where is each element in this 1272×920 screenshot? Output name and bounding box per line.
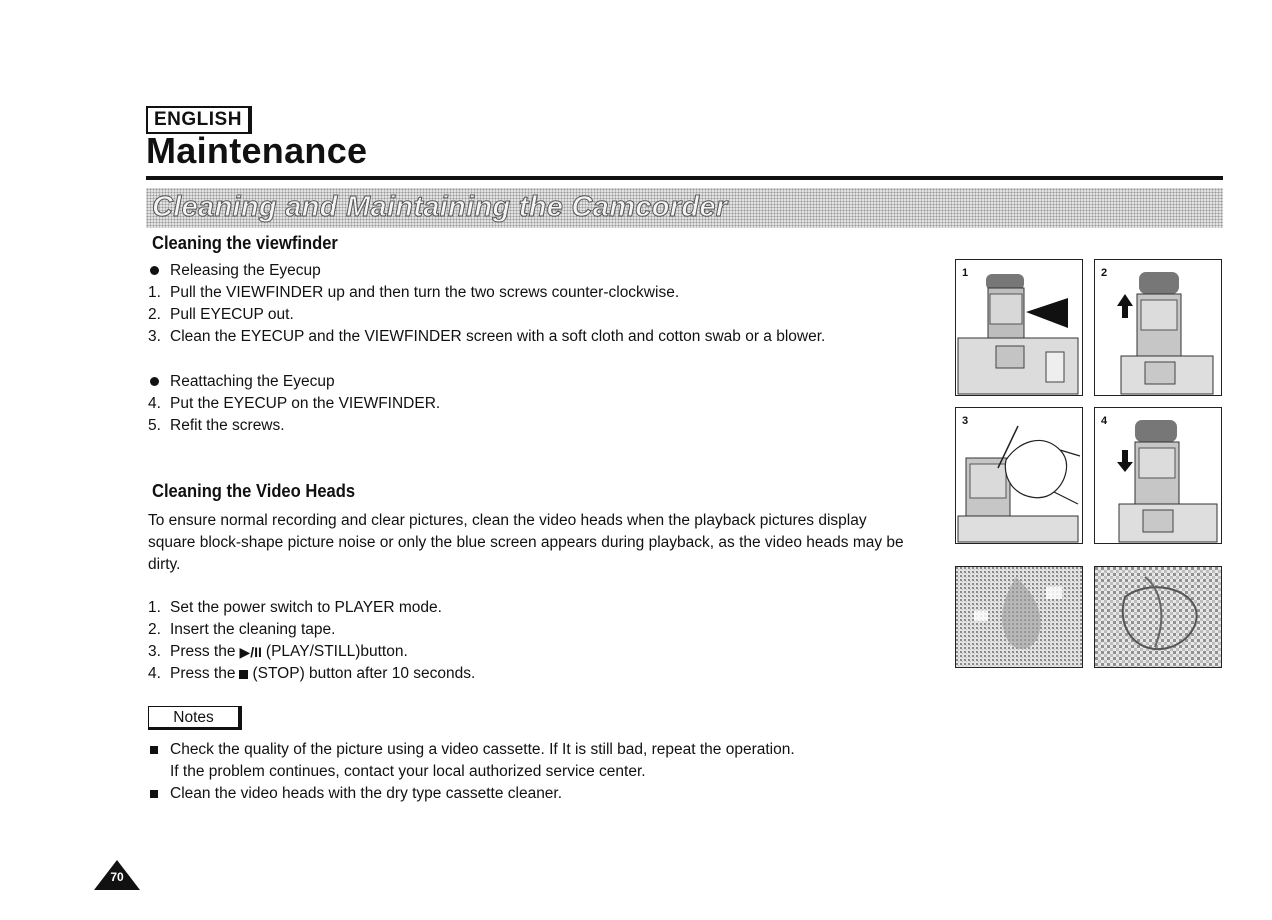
note-item bbox=[148, 739, 795, 761]
page-title: Maintenance bbox=[146, 130, 368, 171]
step-number: 3. bbox=[148, 643, 161, 660]
note-item bbox=[148, 783, 795, 805]
step-number: 1. bbox=[148, 284, 161, 301]
step-text: Set the power switch to PLAYER mode. bbox=[170, 599, 442, 616]
note-text: Check the quality of the picture using a video cassette. If It is still bad, repeat the operation. bbox=[170, 741, 795, 758]
viewfinder-illustration bbox=[1095, 260, 1222, 396]
reattaching-eyecup-label: Reattaching the Eyecup bbox=[170, 373, 335, 390]
step-text: Press the bbox=[170, 643, 236, 660]
bullet-square-icon bbox=[150, 746, 158, 754]
noise-screen-illustration bbox=[956, 567, 1083, 668]
video-heads-steps bbox=[148, 597, 475, 685]
reattach-instructions bbox=[148, 371, 440, 437]
step-text: (STOP) button after 10 seconds. bbox=[252, 665, 476, 682]
section-banner-title: Cleaning and Maintaining the Camcorder bbox=[152, 191, 728, 223]
noise-blocks-illustration bbox=[1095, 567, 1222, 668]
figure-3 bbox=[955, 407, 1083, 544]
step-text: Press the bbox=[170, 665, 236, 682]
step-item bbox=[148, 597, 475, 619]
step-item bbox=[148, 393, 440, 415]
figure-4 bbox=[1094, 407, 1222, 544]
step-text: Refit the screws. bbox=[170, 417, 285, 434]
section-banner bbox=[146, 188, 1223, 228]
figure-number: 1 bbox=[962, 267, 969, 279]
step-text: Clean the EYECUP and the VIEWFINDER screen with a soft cloth and cotton swab or a blower. bbox=[170, 328, 826, 345]
language-label: ENGLISH bbox=[146, 106, 252, 134]
figure-1 bbox=[955, 259, 1083, 396]
step-text: Pull EYECUP out. bbox=[170, 306, 294, 323]
notes-label: Notes bbox=[148, 706, 242, 730]
figure-noise-screen bbox=[955, 566, 1083, 668]
step-number: 3. bbox=[148, 328, 161, 345]
title-rule bbox=[146, 176, 1223, 180]
step-item bbox=[148, 663, 475, 685]
step-item bbox=[148, 619, 475, 641]
step-number: 2. bbox=[148, 621, 161, 638]
releasing-eyecup-label: Releasing the Eyecup bbox=[170, 262, 321, 279]
figure-number: 2 bbox=[1101, 267, 1108, 279]
video-heads-heading: Cleaning the Video Heads bbox=[152, 481, 356, 501]
step-number: 2. bbox=[148, 306, 161, 323]
viewfinder-heading: Cleaning the viewfinder bbox=[152, 233, 338, 253]
bullet-dot-icon bbox=[150, 266, 159, 275]
figure-2 bbox=[1094, 259, 1222, 396]
step-number: 4. bbox=[148, 395, 161, 412]
step-item bbox=[148, 641, 475, 663]
step-text: Put the EYECUP on the VIEWFINDER. bbox=[170, 395, 441, 412]
page-number: 70 bbox=[110, 870, 124, 884]
step-item bbox=[148, 415, 440, 437]
step-text: Insert the cleaning tape. bbox=[170, 621, 336, 638]
video-heads-description: To ensure normal recording and clear pictures, clean the video heads when the playback pictures display square block-shape picture noise or only the blue screen appears during playback, as the video heads may be dirty. bbox=[148, 512, 904, 573]
figure-noise-blocks bbox=[1094, 566, 1222, 668]
step-item bbox=[148, 326, 825, 348]
step-text: (PLAY/STILL)button. bbox=[265, 643, 408, 660]
step-text: Pull the VIEWFINDER up and then turn the two screws counter-clockwise. bbox=[170, 284, 680, 301]
viewfinder-illustration bbox=[1095, 408, 1222, 544]
stop-icon bbox=[239, 670, 248, 679]
reattaching-eyecup-item bbox=[148, 371, 440, 393]
bullet-square-icon bbox=[150, 790, 158, 798]
step-number: 5. bbox=[148, 417, 161, 434]
play-pause-icon: ▶/II bbox=[239, 643, 262, 660]
note-text: If the problem continues, contact your local authorized service center. bbox=[170, 763, 646, 780]
viewfinder-cleaning-illustration bbox=[956, 408, 1083, 544]
note-item bbox=[148, 761, 795, 783]
step-item bbox=[148, 282, 825, 304]
viewfinder-instructions bbox=[148, 260, 825, 348]
note-text: Clean the video heads with the dry type cassette cleaner. bbox=[170, 785, 563, 802]
releasing-eyecup-item bbox=[148, 260, 825, 282]
step-item bbox=[148, 304, 825, 326]
notes-list bbox=[148, 739, 795, 805]
bullet-dot-icon bbox=[150, 377, 159, 386]
viewfinder-illustration bbox=[956, 260, 1083, 396]
step-number: 1. bbox=[148, 599, 161, 616]
figure-number: 4 bbox=[1101, 415, 1108, 427]
figure-number: 3 bbox=[962, 415, 969, 427]
step-number: 4. bbox=[148, 665, 161, 682]
